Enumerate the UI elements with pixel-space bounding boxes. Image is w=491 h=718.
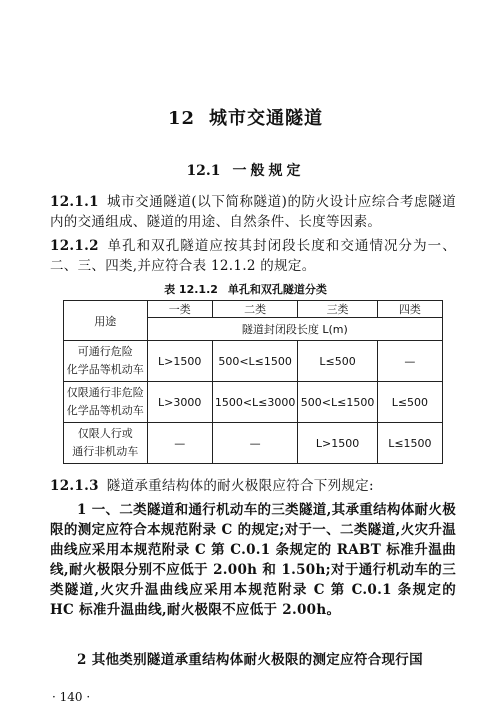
table-cell: L≤500 — [377, 382, 442, 423]
table-title: 单孔和双孔隧道分类 — [227, 283, 327, 296]
clause-text: 城市交通隧道(以下简称隧道)的防火设计应综合考虑隧道内的交通组成、隧道的用途、自然条件、长度等因素。 — [50, 194, 456, 230]
table-number: 表 12.1.2 — [164, 283, 218, 296]
table-cell: 500<L≤1500 — [298, 382, 377, 423]
table-cell: 500<L≤1500 — [212, 341, 298, 382]
section-title — [0, 160, 491, 180]
table-cell: L>1500 — [147, 341, 212, 382]
table-cell: L>3000 — [147, 382, 212, 423]
clause-12-1-2 — [50, 236, 456, 276]
table-cell: — — [212, 423, 298, 464]
table-row — [64, 382, 443, 423]
length-header: 隧道封闭段长度 L(m) — [147, 318, 442, 341]
usage-cell — [64, 423, 148, 464]
clause-text: 隧道承重结构体的耐火极限应符合下列规定: — [106, 478, 374, 494]
table-row — [64, 341, 443, 382]
table-row — [64, 423, 443, 464]
clause-number: 12.1.3 — [50, 478, 99, 494]
table-caption — [0, 281, 491, 297]
category-3-header: 三类 — [298, 301, 377, 318]
table-cell: 1500<L≤3000 — [212, 382, 298, 423]
clause-text: 单孔和双孔隧道应按其封闭段长度和交通情况分为一、二、三、四类,并应符合表 12.1.2 的规定。 — [50, 238, 456, 274]
usage-line: 可通行危险 — [77, 345, 133, 358]
tunnel-classification-table — [63, 300, 443, 464]
table-cell: — — [147, 423, 212, 464]
table-cell: L>1500 — [298, 423, 377, 464]
usage-cell — [64, 382, 148, 423]
clause-12-1-1 — [50, 192, 456, 232]
table-cell: L≤500 — [298, 341, 377, 382]
usage-header: 用途 — [64, 301, 148, 341]
category-4-header: 四类 — [377, 301, 442, 318]
page-number: · 140 · — [52, 690, 91, 704]
chapter-number: 12 — [167, 108, 196, 129]
list-item: 1 一、二类隧道和通行机动车的三类隧道,其承重结构体耐火极限的测定应符合本规范附录 C 的规定;对于一、二类隧道,火灾升温曲线应采用本规范附录 C 第 C.0.1 条规定的 RABT 标准升温曲线,耐火极限分别不应低于 2.00h 和 1.50h;对于通行机动车的三类隧道,火灾升温曲线应采用本规范附录 C 第 C.0.1 条规定的 HC 标准升温曲线,耐火极限不应低于 2.00h。 — [50, 502, 456, 618]
table-header-row — [64, 301, 443, 318]
chapter-title — [0, 104, 491, 130]
chapter-name: 城市交通隧道 — [209, 108, 324, 129]
usage-line: 仅限人行或 — [77, 427, 133, 440]
section-name: 一般规定 — [232, 163, 305, 179]
table-cell: L≤1500 — [377, 423, 442, 464]
clause-number: 12.1.1 — [50, 194, 99, 210]
section-number: 12.1 — [186, 163, 221, 179]
usage-line: 化学品等机动车 — [66, 363, 144, 376]
list-item: 2 其他类别隧道承重结构体耐火极限的测定应符合现行国 — [77, 652, 423, 668]
usage-cell — [64, 341, 148, 382]
table-cell: — — [377, 341, 442, 382]
usage-line: 通行非机动车 — [72, 445, 139, 458]
category-2-header: 二类 — [212, 301, 298, 318]
usage-line: 仅限通行非危险 — [66, 386, 144, 399]
clause-number: 12.1.2 — [50, 238, 99, 254]
category-1-header: 一类 — [147, 301, 212, 318]
usage-line: 化学品等机动车 — [66, 404, 144, 417]
clause-12-1-3 — [50, 476, 456, 496]
